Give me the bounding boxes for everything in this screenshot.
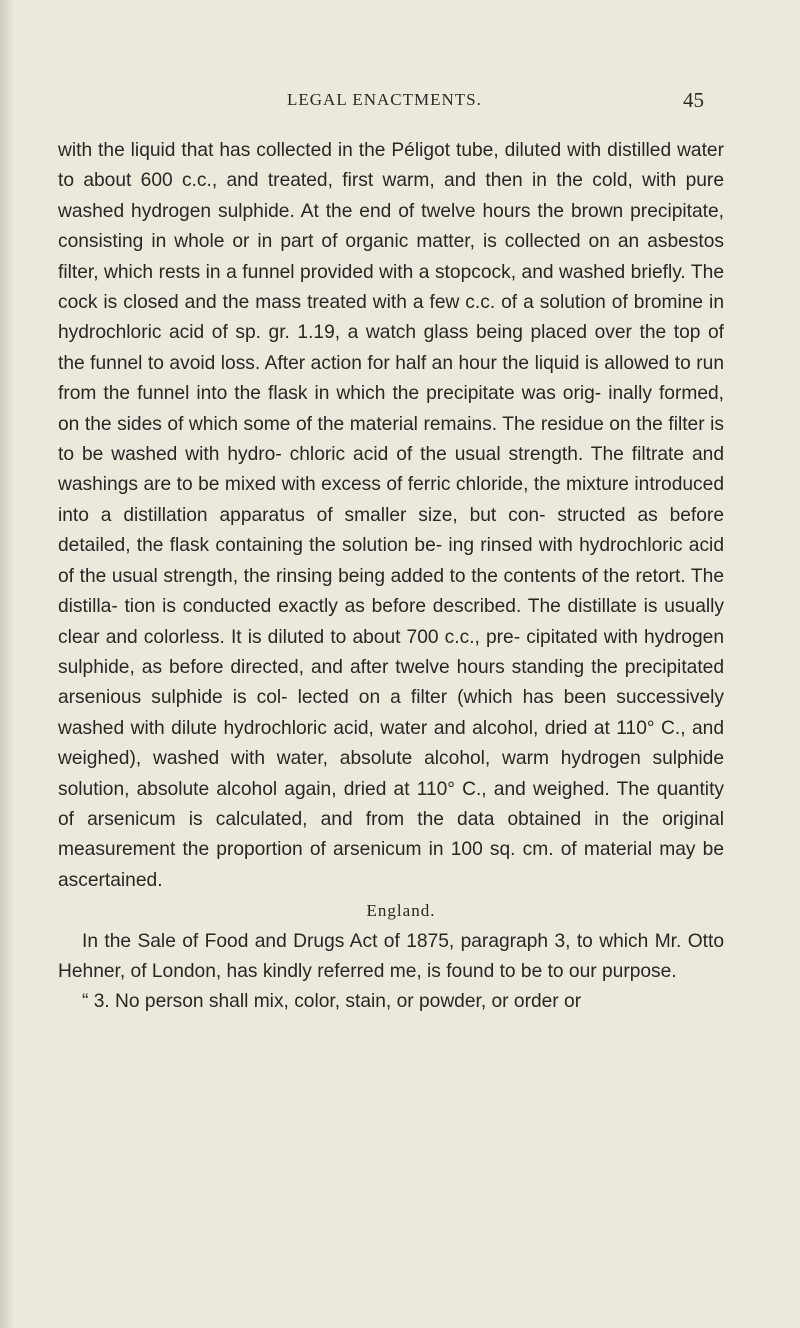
body-text: [58, 136, 724, 1018]
running-head: [0, 90, 800, 116]
paragraph-sale-of-food-act: In the Sale of Food and Drugs Act of 1875, paragraph 3, to which Mr. Otto Hehner, of London, has kindly referred me, is found to be to our purpose.: [58, 930, 724, 982]
section-heading-england: England.: [366, 901, 436, 921]
running-title: LEGAL ENACTMENTS.: [287, 90, 482, 109]
paragraph-arsenic-procedure: with the liquid that has collected in the Péligot tube, diluted with distilled water to about 600 c.c., and treated, first warm, and then in the cold, with pure washed hydrogen sulphide. At the end of twelve hours the brown precipitate, consisting in whole or in part of organic matter, is collected on an asbestos filter, which rests in a funnel provided with a stopcock, and washed briefly. The cock is closed and the mass treated with a few c.c. of a solution of bromine in hydrochloric acid of sp. gr. 1.19, a watch glass being placed over the top of the funnel to avoid loss. After action for half an hour the liquid is allowed to run from the funnel into the flask in which the precipitate was orig- inally formed, on the sides of which some of the material remains. The residue on the filter is to be washed with hydro- chloric acid of the usual strength. The filtrate and washings are to be mixed with excess of ferric chloride, the mixture introduced into a distillation apparatus of smaller size, but con- structed as before detailed, the flask containing the solution be- ing rinsed with hydrochloric acid of the usual strength, the rinsing being added to the contents of the retort. The distilla- tion is conducted exactly as before described. The distillate is usually clear and colorless. It is diluted to about 700 c.c., pre- cipitated with hydrogen sulphide, as before directed, and after twelve hours standing the precipitated arsenious sulphide is col- lected on a filter (which has been successively washed with dilute hydrochloric acid, water and alcohol, dried at 110° C., and weighed), washed with water, absolute alcohol, warm hydrogen sulphide solution, absolute alcohol again, dried at 110° C., and weighed. The quantity of arsenicum is calculated, and from the data obtained in the original measurement the proportion of arsenicum in 100 sq. cm. of material may be ascertained.: [58, 140, 724, 891]
page-number: 45: [683, 88, 704, 112]
paragraph-quoted-clause: “ 3. No person shall mix, color, stain, or powder, or order or: [82, 991, 582, 1013]
